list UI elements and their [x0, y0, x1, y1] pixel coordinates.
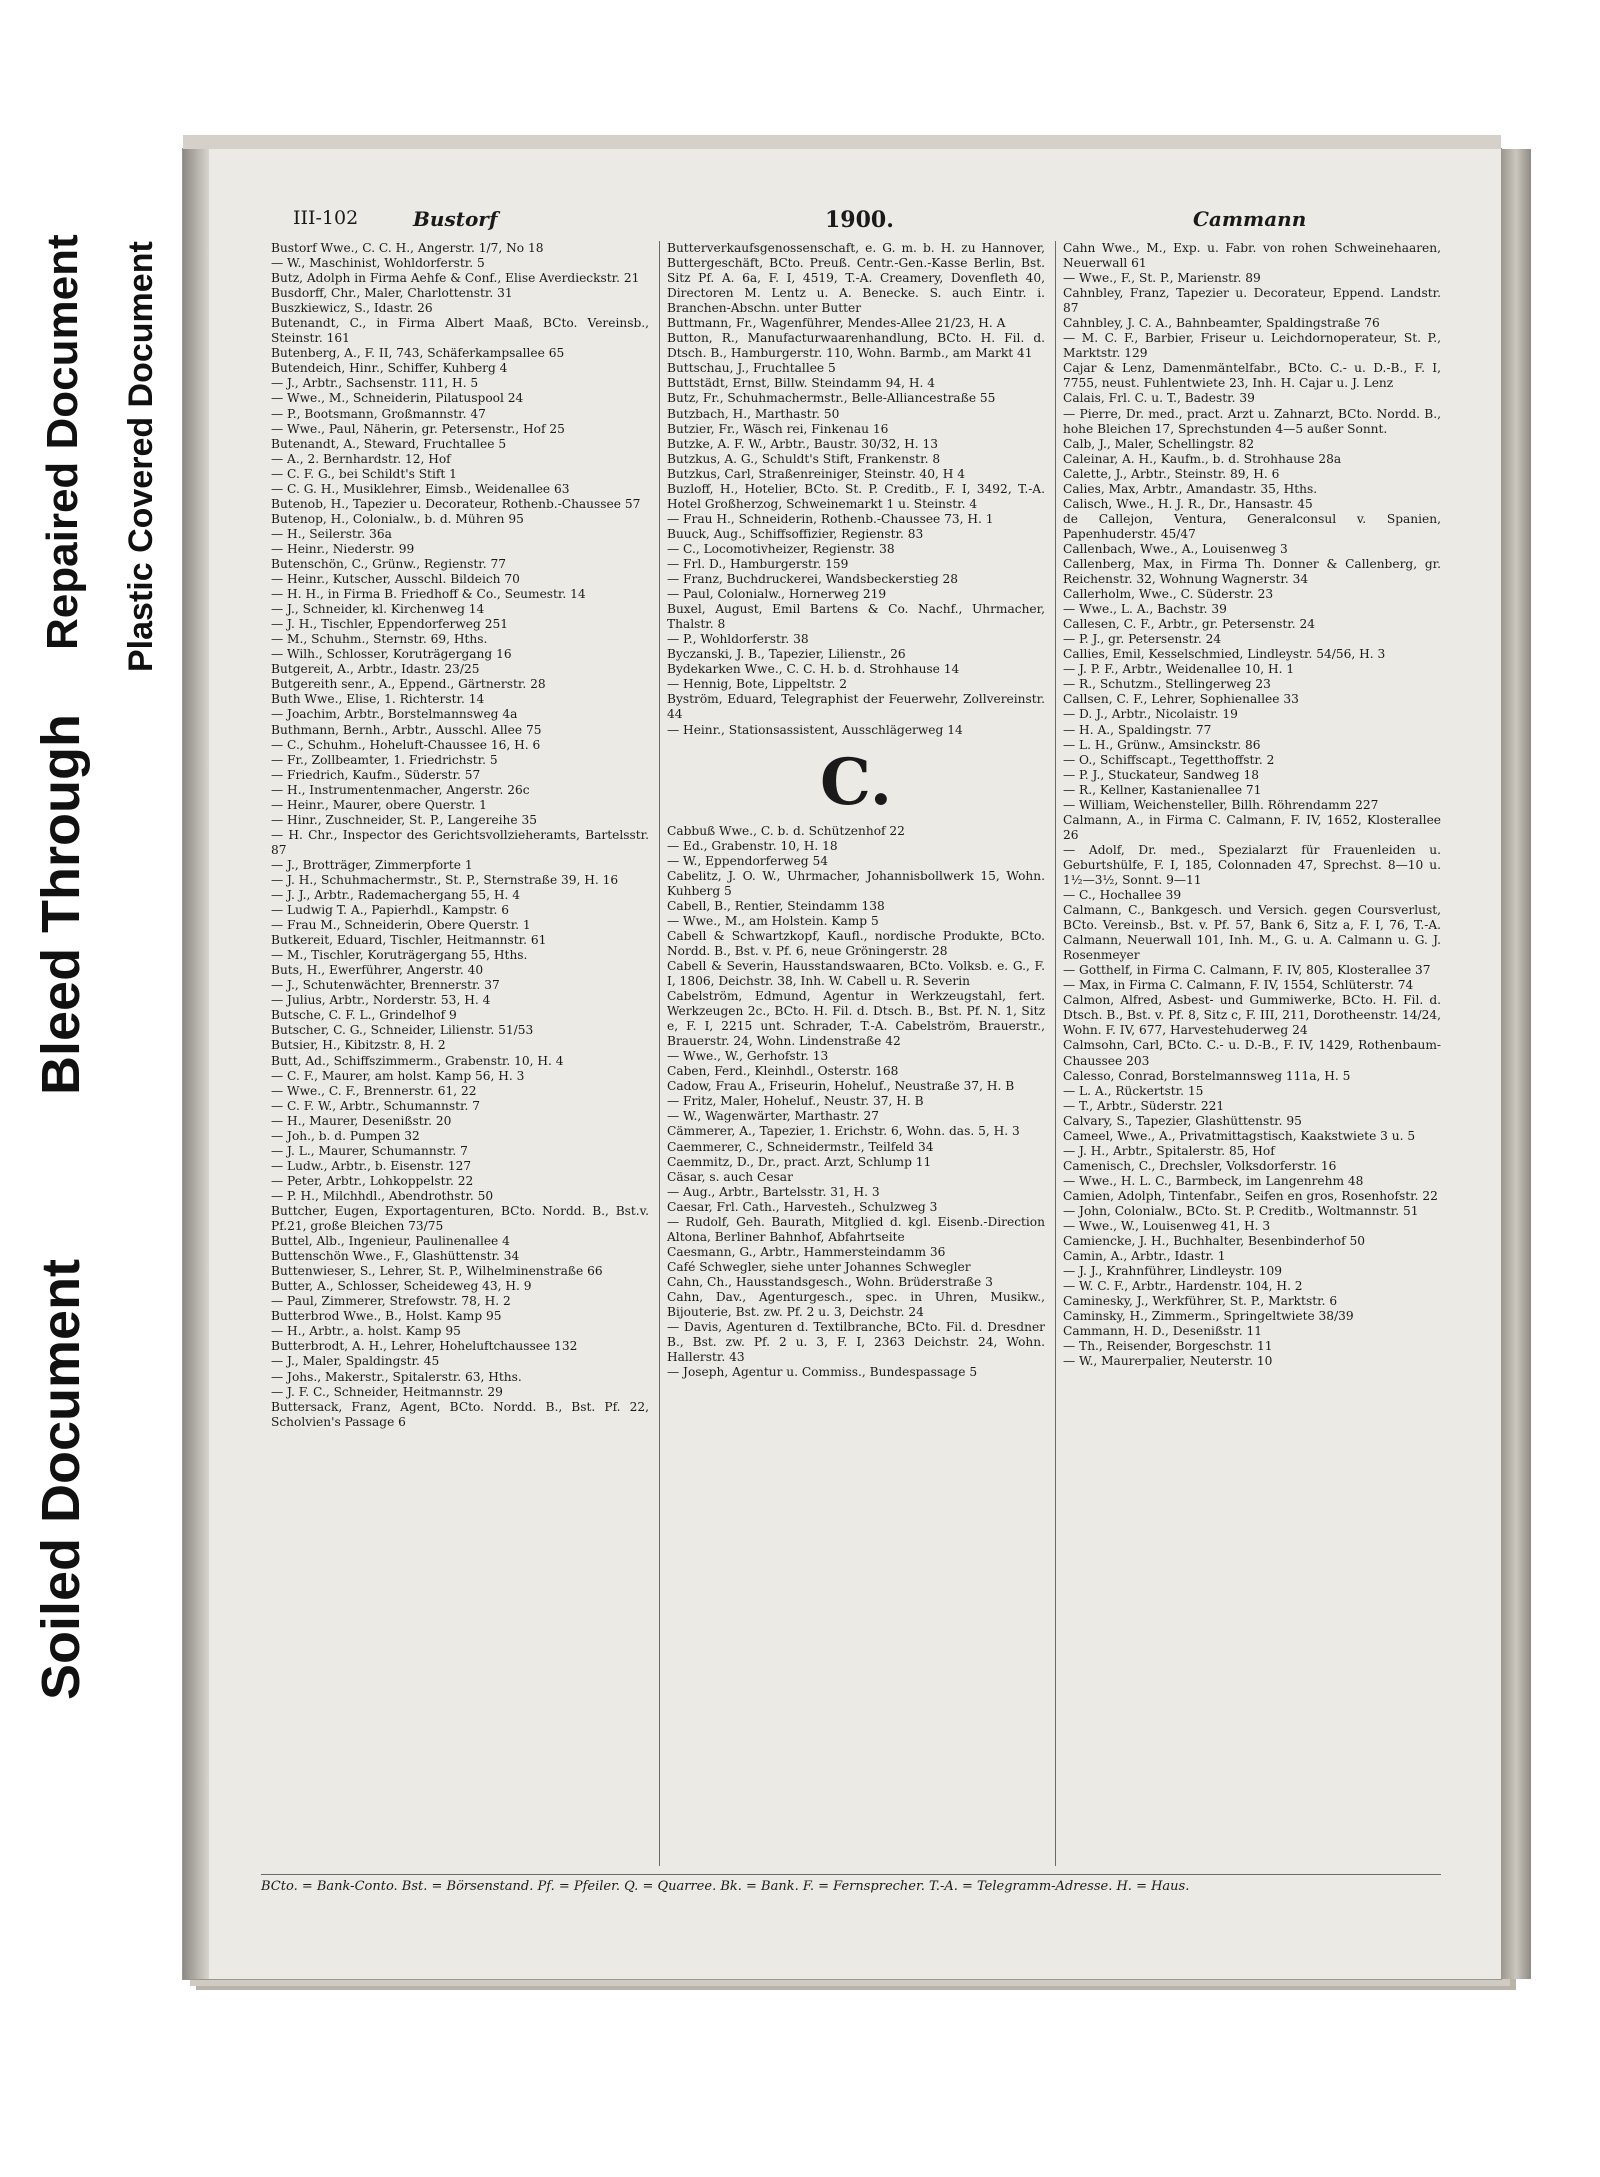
directory-entry: — Rudolf, Geh. Baurath, Mitglied d. kgl. Eisenb.-Direction Altona, Berliner Bahnhof, Abfahrtseite [667, 1214, 1045, 1244]
directory-entry: Butenob, H., Tapezier u. Decorateur, Rothenb.-Chaussee 57 [271, 496, 641, 511]
directory-entry: Buttmann, Fr., Wagenführer, Mendes-Allee 21/23, H. A [667, 316, 1006, 331]
bleed-through-label: Bleed Through [31, 714, 91, 1095]
directory-entry: — Ludw., Arbtr., b. Eisenstr. 127 [271, 1158, 472, 1173]
directory-entry: — J., Maler, Spaldingstr. 45 [271, 1354, 440, 1369]
directory-entry: — H. H., in Firma B. Friedhoff & Co., Seumestr. 14 [271, 587, 586, 602]
directory-entry: Calmann, A., in Firma C. Calmann, F. IV, 1652, Klosterallee 26 [1063, 812, 1441, 842]
page-right-edge [1501, 149, 1531, 1979]
directory-entry: — J. F. C., Schneider, Heitmannstr. 29 [271, 1384, 503, 1399]
directory-entry: — H., Maurer, Desenißstr. 20 [271, 1113, 452, 1128]
directory-entry: — T., Arbtr., Süderstr. 221 [1063, 1098, 1225, 1113]
directory-entry: Butterverkaufsgenossenschaft, e. G. m. b. H. zu Hannover, Buttergeschäft, BCto. Preuß. Centr.-Gen.-Kasse Berlin, Bst. Sitz Pf. A. 6a, F. I, 4519, T.-A. Creamery, Dovenfleth 40, Directoren M. Lentz u. A. Benecke. S. auch Eintr. i. Branchen-Abschn. unter Butter [667, 241, 1045, 316]
directory-entry: de Callejon, Ventura, Generalconsul v. Spanien, Papenhuderstr. 45/47 [1063, 511, 1441, 541]
directory-entry: — J. H., Arbtr., Spitalerstr. 85, Hof [1063, 1143, 1275, 1158]
directory-entry: Byström, Eduard, Telegraphist der Feuerwehr, Zollvereinstr. 44 [667, 692, 1045, 722]
directory-entry: Butkereit, Eduard, Tischler, Heitmannstr. 61 [271, 933, 547, 948]
directory-entry: — C. F., Maurer, am holst. Kamp 56, H. 3 [271, 1068, 525, 1083]
directory-entry: Butenandt, A., Steward, Fruchtallee 5 [271, 436, 507, 451]
directory-entry: Calies, Max, Arbtr., Amandastr. 35, Hths. [1063, 481, 1318, 496]
directory-entry: — John, Colonialw., BCto. St. P. Creditb., Woltmannstr. 51 [1063, 1204, 1419, 1218]
directory-entry: — Davis, Agenturen d. Textilbranche, BCto. Fil. d. Dresdner B., Bst. zw. Pf. 2 u. 3, F. I, 2363 Deichstr. 24, Wohn. Hallerstr. 43 [667, 1320, 1045, 1365]
directory-entry: — Joh., b. d. Pumpen 32 [271, 1128, 420, 1143]
directory-entry: Cahnbley, Franz, Tapezier u. Decorateur, Eppend. Landstr. 87 [1063, 286, 1441, 316]
directory-entry: Cabelitz, J. O. W., Uhrmacher, Johannisbollwerk 15, Wohn. Kuhberg 5 [667, 868, 1045, 898]
directory-entry: Café Schwegler, siehe unter Johannes Schwegler [667, 1259, 971, 1274]
directory-entry: Calais, Frl. C. u. T., Badestr. 39 [1063, 391, 1255, 406]
directory-entry: Caesmann, G., Arbtr., Hammersteindamm 36 [667, 1244, 946, 1259]
directory-entry: Caemmitz, D., Dr., pract. Arzt, Schlump 11 [667, 1154, 932, 1169]
directory-entry: — Joseph, Agentur u. Commiss., Bundespassage 5 [667, 1365, 978, 1380]
directory-entry: Butter, A., Schlosser, Scheideweg 43, H. 9 [271, 1279, 532, 1294]
directory-entry: Calisch, Wwe., H. J. R., Dr., Hansastr. 45 [1063, 496, 1313, 511]
directory-entry: Cabell, B., Rentier, Steindamm 138 [667, 898, 885, 913]
section-letter: C. [819, 744, 893, 820]
directory-entry: Caminesky, J., Werkführer, St. P., Marktstr. 6 [1063, 1294, 1338, 1309]
directory-entry: Callenbach, Wwe., A., Louisenweg 3 [1063, 541, 1288, 556]
directory-entry: Butzkus, Carl, Straßenreiniger, Steinstr. 40, H 4 [667, 466, 966, 481]
directory-entry: — J., Brotträger, Zimmerpforte 1 [271, 857, 473, 872]
directory-entry: — R., Schutzm., Stellingerweg 23 [1063, 677, 1271, 692]
directory-entry: Caemmerer, C., Schneidermstr., Teilfeld 34 [667, 1139, 934, 1154]
directory-entry: — Frl. D., Hamburgerstr. 159 [667, 556, 849, 571]
directory-entry: Butterbrodt, A. H., Lehrer, Hoheluftchaussee 132 [271, 1339, 578, 1354]
scanned-page [182, 148, 1502, 1980]
directory-entry: — Franz, Buchdruckerei, Wandsbeckerstieg 28 [667, 572, 959, 587]
directory-entry: — M., Schuhm., Sternstr. 69, Hths. [271, 632, 488, 647]
directory-entry: Butgereith senr., A., Eppend., Gärtnerstr. 28 [271, 677, 546, 692]
directory-entry: — C., Locomotivheizer, Regienstr. 38 [667, 541, 895, 556]
directory-entry: — P., Bootsmann, Großmannstr. 47 [271, 406, 486, 421]
directory-entry: — J. J., Arbtr., Rademachergang 55, H. 4 [271, 888, 520, 903]
directory-entry: — J. J., Krahnführer, Lindleystr. 109 [1063, 1264, 1282, 1279]
directory-entry: — Paul, Colonialw., Hornerweg 219 [667, 587, 887, 602]
directory-entry: — P. H., Milchhdl., Abendrothstr. 50 [271, 1188, 494, 1203]
header-left-word: Bustorf [413, 207, 498, 231]
directory-entry: — C. G. H., Musiklehrer, Eimsb., Weidenallee 63 [271, 481, 570, 496]
directory-entry: — W., Wagenwärter, Marthastr. 27 [667, 1109, 880, 1124]
directory-entry: Cabelström, Edmund, Agentur in Werkzeugstahl, fert. Werkzeugen 2c., BCto. H. Fil. d. Dtsch. B., Bst. Pf. N. 1, Sitz e, F. I, 2215 unt. Schrader, T.-A. Cabelström, Brauerstr., Brauerstr. 24, Wohn. Lindenstraße 42 [667, 989, 1045, 1049]
directory-entry: — C., Hochallee 39 [1063, 888, 1182, 903]
directory-entry: — D. J., Arbtr., Nicolaistr. 19 [1063, 707, 1238, 722]
directory-entry: — J. P. F., Arbtr., Weidenallee 10, H. 1 [1063, 662, 1295, 677]
directory-entry: Callesen, C. F., Arbtr., gr. Petersenstr. 24 [1063, 617, 1315, 632]
directory-entry: — Gotthelf, in Firma C. Calmann, F. IV, 805, Klosterallee 37 [1063, 963, 1431, 978]
directory-entry: — P., Wohldorferstr. 38 [667, 632, 809, 647]
directory-entry: — Hinr., Zuschneider, St. P., Langereihe 35 [271, 812, 537, 827]
directory-entry: — J. H., Tischler, Eppendorferweg 251 [271, 617, 508, 632]
directory-entry: — Ludwig T. A., Papierhdl., Kampstr. 6 [271, 903, 510, 918]
directory-entry: — Wwe., M., am Holstein. Kamp 5 [667, 913, 879, 928]
directory-entry: Callerholm, Wwe., C. Süderstr. 23 [1063, 587, 1274, 602]
directory-entry: — Pierre, Dr. med., pract. Arzt u. Zahnarzt, BCto. Nordd. B., hohe Bleichen 17, Sprechstunden 4—5 außer Sonnt. [1063, 406, 1441, 436]
directory-entry: Camenisch, C., Drechsler, Volksdorferstr. 16 [1063, 1158, 1337, 1173]
directory-entry: Cabell & Severin, Hausstandswaaren, BCto. Volksb. e. G., F. I, 1806, Deichstr. 38, Inh. W. Cabell u. R. Severin [667, 958, 1045, 989]
directory-entry: Caesar, Frl. Cath., Harvesteh., Schulzweg 3 [667, 1199, 938, 1214]
directory-entry: Buth Wwe., Elise, 1. Richterstr. 14 [271, 692, 485, 707]
directory-entry: — Hennig, Bote, Lippeltstr. 2 [667, 677, 847, 692]
directory-entry: — H. Chr., Inspector des Gerichtsvollzieheramts, Bartelsstr. 87 [271, 827, 649, 857]
column-rule [1055, 241, 1056, 1866]
directory-entry: Cabell & Schwartzkopf, Kaufl., nordische Produkte, BCto. Nordd. B., Bst. v. Pf. 6, neue Gröningerstr. 28 [667, 928, 1045, 958]
directory-entry: — R., Kellner, Kastanienallee 71 [1063, 782, 1262, 797]
abbreviation-footer: BCto. = Bank-Conto. Bst. = Börsenstand. Pf. = Pfeiler. Q. = Quarree. Bk. = Bank. F. = Fernsprecher. T.-A. = Telegramm-Adresse. H. = Haus. [261, 1874, 1441, 1894]
directory-entry: Butendeich, Hinr., Schiffer, Kuhberg 4 [271, 361, 508, 376]
directory-entry: Calesso, Conrad, Borstelmannsweg 111a, H. 5 [1063, 1068, 1351, 1083]
directory-entry: Calmon, Alfred, Asbest- und Gummiwerke, BCto. H. Fil. d. Dtsch. B., Bst. v. Pf. 8, Sitz c, F. III, 211, Dorotheenstr. 14/24, Wohn. F. IV, 677, Harvestehuderweg 24 [1063, 993, 1441, 1038]
directory-entry: Callsen, C. F., Lehrer, Sophienallee 33 [1063, 692, 1299, 707]
directory-entry: — H., Arbtr., a. holst. Kamp 95 [271, 1324, 461, 1339]
directory-entry: Butz, Fr., Schuhmachermstr., Belle-Alliancestraße 55 [667, 391, 996, 406]
directory-entry: Cahn Wwe., M., Exp. u. Fabr. von rohen Schweinehaaren, Neuerwall 61 [1063, 241, 1441, 271]
directory-entry: — O., Schiffscapt., Tegetthoffstr. 2 [1063, 752, 1275, 767]
directory-entry: Buttenschön Wwe., F., Glashüttenstr. 34 [271, 1249, 520, 1264]
directory-entry: Butterbrod Wwe., B., Holst. Kamp 95 [271, 1309, 502, 1324]
directory-entry: Buttel, Alb., Ingenieur, Paulinenallee 4 [271, 1234, 510, 1249]
directory-entry: — Wilh., Schlosser, Koruträgergang 16 [271, 647, 512, 662]
directory-entry: Butenop, H., Colonialw., b. d. Mühren 95 [271, 511, 524, 526]
directory-entry: — Frau H., Schneiderin, Rothenb.-Chaussee 73, H. 1 [667, 511, 994, 526]
directory-entry: — Wwe., W., Louisenweg 41, H. 3 [1063, 1219, 1271, 1234]
directory-entry: — Adolf, Dr. med., Spezialarzt für Frauenleiden u. Geburtshülfe, F. I, 185, Colonnaden 47, Sprechst. 8—10 u. 1½—3½, Sonnt. 9—11 [1063, 842, 1441, 887]
directory-entry: — William, Weichensteller, Billh. Röhrendamm 227 [1063, 797, 1379, 812]
directory-entry: Caleinar, A. H., Kaufm., b. d. Strohhause 28a [1063, 451, 1342, 466]
directory-entry: Butt, Ad., Schiffszimmerm., Grabenstr. 10, H. 4 [271, 1053, 564, 1068]
directory-entry: Butzier, Fr., Wäsch rei, Finkenau 16 [667, 421, 889, 436]
directory-entry: Bustorf Wwe., C. C. H., Angerstr. 1/7, No 18 [271, 241, 544, 255]
directory-entry: — Heinr., Niederstr. 99 [271, 541, 415, 556]
directory-entry: Bydekarken Wwe., C. C. H. b. d. Strohhause 14 [667, 662, 960, 677]
directory-entry: — Wwe., H. L. C., Barmbeck, im Langenrehm 48 [1063, 1173, 1364, 1188]
directory-entry: Buttstädt, Ernst, Billw. Steindamm 94, H. 4 [667, 376, 935, 391]
directory-entry: — M., Tischler, Koruträgergang 55, Hths. [271, 948, 528, 963]
directory-entry: Buxel, August, Emil Bartens & Co. Nachf., Uhrmacher, Thalstr. 8 [667, 602, 1045, 632]
directory-entry: Calette, J., Arbtr., Steinstr. 89, H. 6 [1063, 466, 1280, 481]
directory-entry: — W., Maurerpalier, Neuterstr. 10 [1063, 1354, 1273, 1369]
directory-entry: — Friedrich, Kaufm., Süderstr. 57 [271, 767, 481, 782]
directory-entry: — Fr., Zollbeamter, 1. Friedrichstr. 5 [271, 752, 498, 767]
directory-entry: Cäsar, s. auch Cesar [667, 1169, 793, 1184]
directory-entry: Callies, Emil, Kesselschmied, Lindleystr. 54/56, H. 3 [1063, 647, 1386, 662]
directory-entry: — Fritz, Maler, Hoheluf., Neustr. 37, H. B [667, 1094, 924, 1109]
directory-entry: — Wwe., Paul, Näherin, gr. Petersenstr., Hof 25 [271, 421, 565, 436]
directory-entry: — C. F. G., bei Schildt's Stift 1 [271, 466, 457, 481]
directory-entry: Buttenwieser, S., Lehrer, St. P., Wilhelminenstraße 66 [271, 1264, 603, 1279]
directory-entry: Button, R., Manufacturwaarenhandlung, BCto. H. Fil. d. Dtsch. B., Hamburgerstr. 110, Wohn. Barmb., am Markt 41 [667, 331, 1045, 361]
directory-entry: Butenandt, C., in Firma Albert Maaß, BCto. Vereinsb., Steinstr. 161 [271, 316, 649, 346]
directory-entry: — W., Maschinist, Wohldorferstr. 5 [271, 256, 485, 271]
repaired-document-label: Repaired Document [38, 234, 87, 650]
directory-entry: — C., Schuhm., Hoheluft-Chaussee 16, H. 6 [271, 737, 541, 752]
header-right-word: Cammann [1193, 207, 1307, 231]
directory-entry: — H., Instrumentenmacher, Angerstr. 26c [271, 782, 530, 797]
directory-entry: — H., Seilerstr. 36a [271, 526, 392, 541]
directory-entry: Cadow, Frau A., Friseurin, Hoheluf., Neustraße 37, H. B [667, 1079, 1015, 1094]
directory-entry: — Wwe., L. A., Bachstr. 39 [1063, 602, 1227, 617]
column-middle [667, 241, 1045, 1380]
directory-entry: Buuck, Aug., Schiffsoffizier, Regienstr. 83 [667, 526, 924, 541]
directory-entry: — Joachim, Arbtr., Borstelmannsweg 4a [271, 707, 518, 722]
directory-entry: — Wwe., M., Schneiderin, Pilatuspool 24 [271, 391, 524, 406]
directory-entry: — A., 2. Bernhardstr. 12, Hof [271, 451, 451, 466]
directory-entry: — L. H., Grünw., Amsinckstr. 86 [1063, 737, 1261, 752]
directory-entry: — Paul, Zimmerer, Strefowstr. 78, H. 2 [271, 1294, 511, 1309]
directory-entry: — Ed., Grabenstr. 10, H. 18 [667, 838, 838, 853]
directory-entry: — Wwe., C. F., Brennerstr. 61, 22 [271, 1083, 477, 1098]
directory-entry: Butsier, H., Kibitzstr. 8, H. 2 [271, 1038, 446, 1053]
column-left [271, 241, 649, 1430]
directory-entry: — W., Eppendorferweg 54 [667, 853, 828, 868]
directory-entry: — Peter, Arbtr., Lohkoppelstr. 22 [271, 1173, 474, 1188]
directory-entry: Cämmerer, A., Tapezier, 1. Erichstr. 6, Wohn. das. 5, H. 3 [667, 1124, 1020, 1139]
directory-entry: — Heinr., Kutscher, Ausschl. Bildeich 70 [271, 572, 520, 587]
directory-entry: Butgereit, A., Arbtr., Idastr. 23/25 [271, 662, 480, 677]
directory-entry: Cahn, Dav., Agenturgesch., spec. in Uhren, Musikw., Bijouterie, Bst. zw. Pf. 2 u. 3, Deichstr. 24 [667, 1290, 1045, 1320]
directory-entry: Calvary, S., Tapezier, Glashüttenstr. 95 [1063, 1113, 1302, 1128]
directory-entry: — M. C. F., Barbier, Friseur u. Leichdornoperateur, St. P., Marktstr. 129 [1063, 331, 1441, 361]
directory-entry: Buttschau, J., Fruchtallee 5 [667, 361, 836, 376]
directory-entry: — Heinr., Maurer, obere Querstr. 1 [271, 797, 487, 812]
directory-entry: — Wwe., F., St. P., Marienstr. 89 [1063, 271, 1261, 286]
directory-entry: Buszkiewicz, S., Idastr. 26 [271, 301, 433, 316]
directory-entry: Cammann, H. D., Desenißstr. 11 [1063, 1324, 1262, 1339]
directory-entry: — H. A., Spaldingstr. 77 [1063, 722, 1212, 737]
column-right [1063, 241, 1441, 1370]
header-year: 1900. [825, 207, 894, 233]
directory-entry: — W. C. F., Arbtr., Hardenstr. 104, H. 2 [1063, 1279, 1303, 1294]
directory-entry: Calmann, C., Bankgesch. und Versich. gegen Coursverlust, BCto. Vereinsb., Bst. v. Pf. 57, Bank 6, Sitz a, F. I, 76, T.-A. Calmann, Neuerwall 101, Inh. M., G. u. A. Calmann u. G. J. Rosenmeyer [1063, 903, 1441, 963]
directory-entry: Cabbuß Wwe., C. b. d. Schützenhof 22 [667, 823, 905, 838]
directory-entry: Buts, H., Ewerführer, Angerstr. 40 [271, 963, 484, 978]
directory-entry: Busdorff, Chr., Maler, Charlottenstr. 31 [271, 286, 513, 301]
directory-entry: Cahn, Ch., Hausstandsgesch., Wohn. Brüderstraße 3 [667, 1274, 993, 1289]
directory-entry: — Th., Reisender, Borgeschstr. 11 [1063, 1339, 1273, 1354]
page-top-edge [183, 135, 1501, 149]
directory-entry: — P. J., gr. Petersenstr. 24 [1063, 632, 1222, 647]
directory-entry: Camin, A., Arbtr., Idastr. 1 [1063, 1249, 1226, 1264]
directory-entry: Butzkus, A. G., Schuldt's Stift, Frankenstr. 8 [667, 451, 941, 466]
directory-entry: — C. F. W., Arbtr., Schumannstr. 7 [271, 1098, 480, 1113]
column-middle-bottom [667, 824, 1045, 1381]
directory-entry: — J., Schutenwächter, Brennerstr. 37 [271, 978, 500, 993]
directory-entry: Caminsky, H., Zimmerm., Springeltwiete 38/39 [1063, 1309, 1354, 1324]
directory-entry: Calmsohn, Carl, BCto. C.- u. D.-B., F. IV, 1429, Rothenbaum-Chaussee 203 [1063, 1038, 1441, 1068]
page-number: III-102 [293, 207, 359, 229]
directory-entry: Camien, Adolph, Tintenfabr., Seifen en gros, Rosenhofstr. 22 [1063, 1188, 1438, 1203]
column-rule [659, 241, 660, 1866]
directory-entry: Calb, J., Maler, Schellingstr. 82 [1063, 436, 1255, 451]
plastic-covered-label: Plastic Covered Document [122, 241, 160, 672]
directory-entry: — J. L., Maurer, Schumannstr. 7 [271, 1143, 468, 1158]
directory-entry: — J. H., Schuhmachermstr., St. P., Sternstraße 39, H. 16 [271, 872, 619, 887]
directory-entry: Butenschön, C., Grünw., Regienstr. 77 [271, 556, 507, 571]
directory-entry: — Aug., Arbtr., Bartelsstr. 31, H. 3 [667, 1184, 880, 1199]
directory-entry: Buthmann, Bernh., Arbtr., Ausschl. Allee 75 [271, 722, 542, 737]
directory-entry: Cahnbley, J. C. A., Bahnbeamter, Spaldingstraße 76 [1063, 316, 1380, 331]
directory-entry: Butzke, A. F. W., Arbtr., Baustr. 30/32, H. 13 [667, 436, 938, 451]
directory-entry: Butz, Adolph in Firma Aehfe & Conf., Elise Averdieckstr. 21 [271, 271, 640, 286]
directory-entry: Buttersack, Franz, Agent, BCto. Nordd. B., Bst. Pf. 22, Scholvien's Passage 6 [271, 1399, 649, 1429]
directory-entry: — J., Schneider, kl. Kirchenweg 14 [271, 602, 485, 617]
directory-entry: — Max, in Firma C. Calmann, F. IV, 1554, Schlüterstr. 74 [1063, 978, 1414, 993]
column-middle-top [667, 241, 1045, 738]
directory-entry: Camiencke, J. H., Buchhalter, Besenbinderhof 50 [1063, 1234, 1366, 1249]
directory-entry: Butscher, C. G., Schneider, Lilienstr. 51/53 [271, 1023, 534, 1038]
directory-entry: Cameel, Wwe., A., Privatmittagstisch, Kaakstwiete 3 u. 5 [1063, 1128, 1416, 1143]
directory-entry: Butzbach, H., Marthastr. 50 [667, 406, 840, 421]
directory-entry: — Heinr., Stationsassistent, Ausschlägerweg 14 [667, 722, 963, 737]
directory-entry: Butenberg, A., F. II, 743, Schäferkampsallee 65 [271, 346, 565, 361]
directory-entry: — Johs., Makerstr., Spitalerstr. 63, Hths. [271, 1369, 522, 1384]
directory-entry: — Julius, Arbtr., Norderstr. 53, H. 4 [271, 993, 491, 1008]
directory-entry: Cajar & Lenz, Damenmäntelfabr., BCto. C.- u. D.-B., F. I, 7755, neust. Fuhlentwiete 23, Inh. H. Cajar u. J. Lenz [1063, 361, 1441, 391]
directory-entry: Byczanski, J. B., Tapezier, Lilienstr., 26 [667, 647, 906, 662]
directory-entry: Buzloff, H., Hotelier, BCto. St. P. Creditb., F. I, 3492, T.-A. Hotel Großherzog, Schweinemarkt 1 u. Steinstr. 4 [667, 481, 1045, 511]
directory-entry: — Frau M., Schneiderin, Obere Querstr. 1 [271, 918, 531, 933]
directory-entry: Caben, Ferd., Kleinhdl., Osterstr. 168 [667, 1064, 899, 1079]
directory-entry: — Wwe., W., Gerhofstr. 13 [667, 1049, 829, 1064]
directory-entry: Butsche, C. F. L., Grindelhof 9 [271, 1008, 457, 1023]
directory-entry: Callenberg, Max, in Firma Th. Donner & Callenberg, gr. Reichenstr. 32, Wohnung Wagnerstr. 34 [1063, 556, 1441, 587]
directory-entry: — P. J., Stuckateur, Sandweg 18 [1063, 767, 1259, 782]
directory-entry: — L. A., Rückertstr. 15 [1063, 1083, 1204, 1098]
directory-entry: Buttcher, Eugen, Exportagenturen, BCto. Nordd. B., Bst.v. Pf.21, große Bleichen 73/75 [271, 1204, 649, 1234]
directory-entry: — J., Arbtr., Sachsenstr. 111, H. 5 [271, 376, 479, 391]
soiled-document-label: Soiled Document [31, 1258, 91, 1700]
